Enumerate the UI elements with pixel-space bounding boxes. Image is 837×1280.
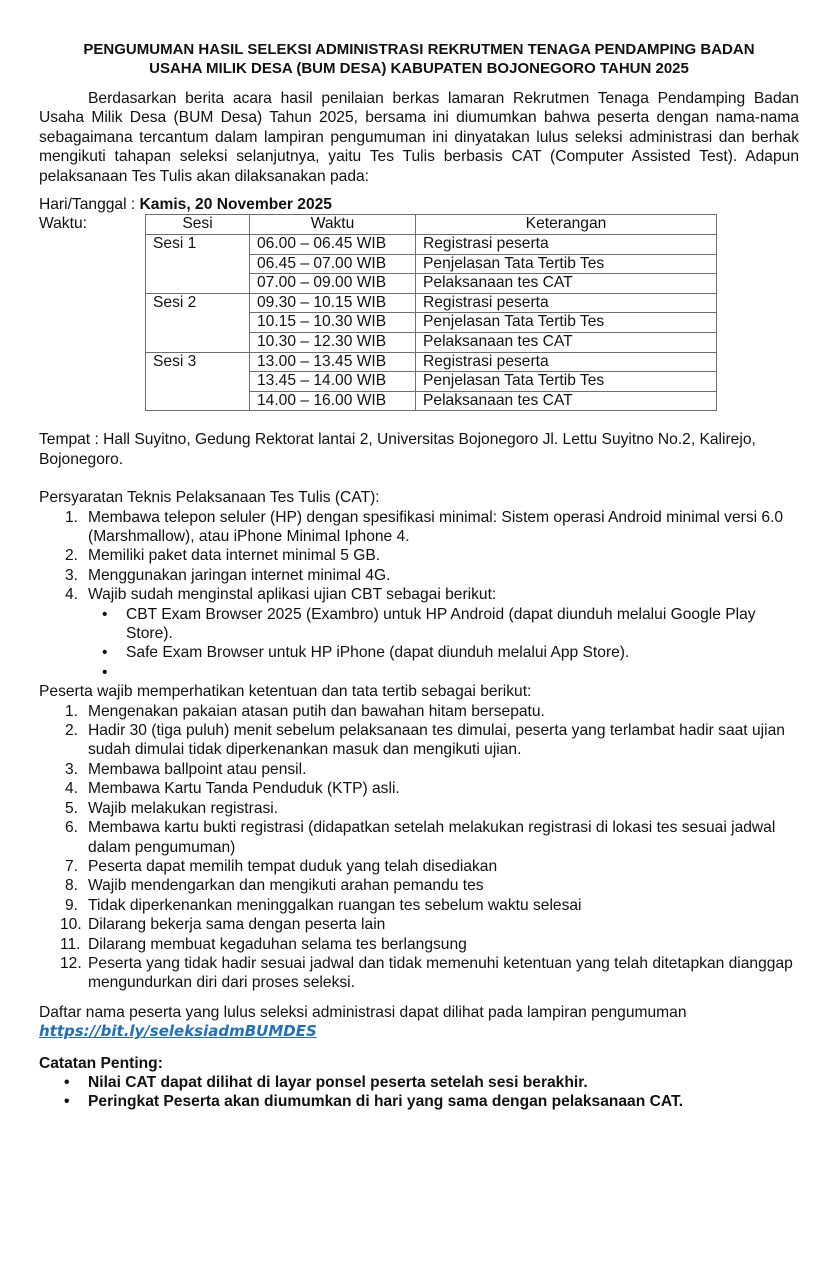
session-cell: Sesi 2 (146, 293, 250, 352)
list-item: 10. Dilarang bekerja sama dengan peserta lain (60, 916, 386, 934)
header-waktu: Waktu (250, 215, 416, 235)
bullet-icon: • (102, 663, 108, 681)
desc-cell: Pelaksanaan tes CAT (416, 391, 717, 411)
time-cell: 07.00 – 09.00 WIB (250, 274, 416, 294)
table-row (146, 352, 717, 372)
schedule-table (145, 214, 717, 411)
notes-heading: Catatan Penting: (39, 1054, 163, 1072)
requirements-heading: Persyaratan Teknis Pelaksanaan Tes Tulis (CAT): (39, 489, 380, 507)
bullet-icon: • (64, 1093, 70, 1111)
list-item: • Safe Exam Browser untuk HP iPhone (dapat diunduh melalui App Store). (102, 644, 630, 662)
header-keterangan: Keterangan (416, 215, 717, 235)
list-item: 1. Membawa telepon seluler (HP) dengan spesifikasi minimal: Sistem operasi Android minimal versi 6.0 (Marshmallow), atau iPhone Minimal Iphone 4. (65, 508, 784, 545)
list-item: 3. Membawa ballpoint atau pensil. (65, 760, 307, 778)
time-cell: 13.00 – 13.45 WIB (250, 352, 416, 372)
schedule-section (39, 214, 799, 411)
list-item: 5. Wajib melakukan registrasi. (65, 799, 279, 817)
list-item: 2. Memiliki paket data internet minimal 5 GB. (65, 547, 381, 565)
list-item: 2. Hadir 30 (tiga puluh) menit sebelum pelaksanaan tes dimulai, peserta yang terlambat hadir saat ujian sudah dimulai tidak diperkenankan masuk dan mengikuti ujian. (65, 722, 785, 759)
list-item: 4. Membawa Kartu Tanda Penduduk (KTP) asli. (65, 780, 400, 798)
bullet-icon: • (102, 605, 108, 623)
table-row (146, 235, 717, 255)
date-label: Hari/Tanggal : (39, 196, 140, 214)
list-item: 4. Wajib sudah menginstal aplikasi ujian CBT sebagai berikut: (65, 586, 497, 604)
time-cell: 06.00 – 06.45 WIB (250, 235, 416, 255)
time-cell: 10.30 – 12.30 WIB (250, 333, 416, 353)
list-item: • Peringkat Peserta akan diumumkan di hari yang sama dengan pelaksanaan CAT. (64, 1093, 684, 1111)
list-item: • CBT Exam Browser 2025 (Exambro) untuk HP Android (dapat diunduh melalui Google Play Store). (102, 605, 756, 643)
rules-heading: Peserta wajib memperhatikan ketentuan dan tata tertib sebagai berikut: (39, 683, 532, 701)
title-line-2: USAHA MILIK DESA (BUM DESA) KABUPATEN BOJONEGORO TAHUN 2025 (149, 60, 689, 77)
list-item: • Nilai CAT dapat dilihat di layar ponsel peserta setelah sesi berakhir. (64, 1073, 588, 1091)
notes-section (39, 1054, 799, 1112)
time-cell: 09.30 – 10.15 WIB (250, 293, 416, 313)
bullet-icon: • (64, 1073, 70, 1091)
session-cell: Sesi 1 (146, 235, 250, 294)
desc-cell: Registrasi peserta (416, 235, 717, 255)
desc-cell: Registrasi peserta (416, 293, 717, 313)
list-item: 8. Wajib mendengarkan dan mengikuti arahan pemandu tes (65, 877, 484, 895)
desc-cell: Penjelasan Tata Tertib Tes (416, 372, 717, 392)
schedule-header-row (146, 215, 717, 235)
requirements-section (39, 488, 799, 682)
table-row (146, 293, 717, 313)
desc-cell: Pelaksanaan tes CAT (416, 274, 717, 294)
list-item: 1. Mengenakan pakaian atasan putih dan bawahan hitam bersepatu. (65, 702, 545, 720)
spacer (39, 1042, 799, 1054)
document-title (39, 40, 799, 78)
time-cell: 06.45 – 07.00 WIB (250, 254, 416, 274)
date-value: Kamis, 20 November 2025 (139, 196, 332, 214)
desc-cell: Penjelasan Tata Tertib Tes (416, 254, 717, 274)
desc-cell: Penjelasan Tata Tertib Tes (416, 313, 717, 333)
time-cell: 13.45 – 14.00 WIB (250, 372, 416, 392)
list-note-text: Daftar nama peserta yang lulus seleksi administrasi dapat dilihat pada lampiran pengumuman (39, 1003, 687, 1021)
rules-section (39, 682, 799, 993)
rules-list (39, 702, 799, 993)
requirements-list (39, 508, 799, 605)
list-item: 11. Dilarang membuat kegaduhan selama tes berlangsung (60, 935, 467, 953)
header-sesi: Sesi (146, 215, 250, 235)
list-item: 3. Menggunakan jaringan internet minimal 4G. (65, 566, 391, 584)
list-item: 12. Peserta yang tidak hadir sesuai jadwal dan tidak memenuhi ketentuan yang telah ditetapkan dianggap mengundurkan diri dari proses seleksi. (60, 954, 793, 992)
notes-list (39, 1073, 799, 1112)
title-line-1: PENGUMUMAN HASIL SELEKSI ADMINISTRASI REKRUTMEN TENAGA PENDAMPING BADAN (83, 41, 755, 58)
bullet-icon: • (102, 644, 108, 662)
spacer (39, 411, 799, 430)
intro-paragraph: Berdasarkan berita acara hasil penilaian berkas lamaran Rekrutmen Tenaga Pendamping Badan Usaha Milik Desa (BUM Desa) Tahun 2025, bersama ini diumumkan bahwa peserta dengan nama-nama sebagaimana tercantum dalam lampiran pengumuman ini dinyatakan lulus seleksi administrasi dan berhak mengikuti tahapan seleksi selanjutnya, yaitu Tes Tulis berbasis CAT (Computer Assisted Test). Adapun pelaksanaan Tes Tulis akan dilaksanakan pada: (39, 90, 799, 185)
spacer (39, 993, 799, 1003)
session-cell: Sesi 3 (146, 352, 250, 411)
time-label: Waktu: (39, 215, 87, 233)
participant-list-note (39, 1003, 799, 1042)
place-paragraph: Tempat : Hall Suyitno, Gedung Rektorat lantai 2, Universitas Bojonegoro Jl. Lettu Suyitno No.2, Kalirejo, Bojonegoro. (39, 431, 756, 468)
time-cell: 10.15 – 10.30 WIB (250, 313, 416, 333)
list-item (39, 663, 799, 682)
list-item: 9. Tidak diperkenankan meninggalkan ruangan tes sebelum waktu selesai (65, 896, 582, 914)
list-item: 7. Peserta dapat memilih tempat duduk yang telah disediakan (65, 857, 498, 875)
desc-cell: Pelaksanaan tes CAT (416, 333, 717, 353)
apps-list (39, 605, 799, 683)
time-cell: 14.00 – 16.00 WIB (250, 391, 416, 411)
results-link[interactable]: https://bit.ly/seleksiadmBUMDES (39, 1022, 317, 1041)
list-item: 6. Membawa kartu bukti registrasi (didapatkan setelah melakukan registrasi di lokasi tes sesuai jadwal dalam pengumuman) (65, 819, 776, 856)
spacer (39, 469, 799, 488)
desc-cell: Registrasi peserta (416, 352, 717, 372)
date-line (39, 195, 799, 214)
